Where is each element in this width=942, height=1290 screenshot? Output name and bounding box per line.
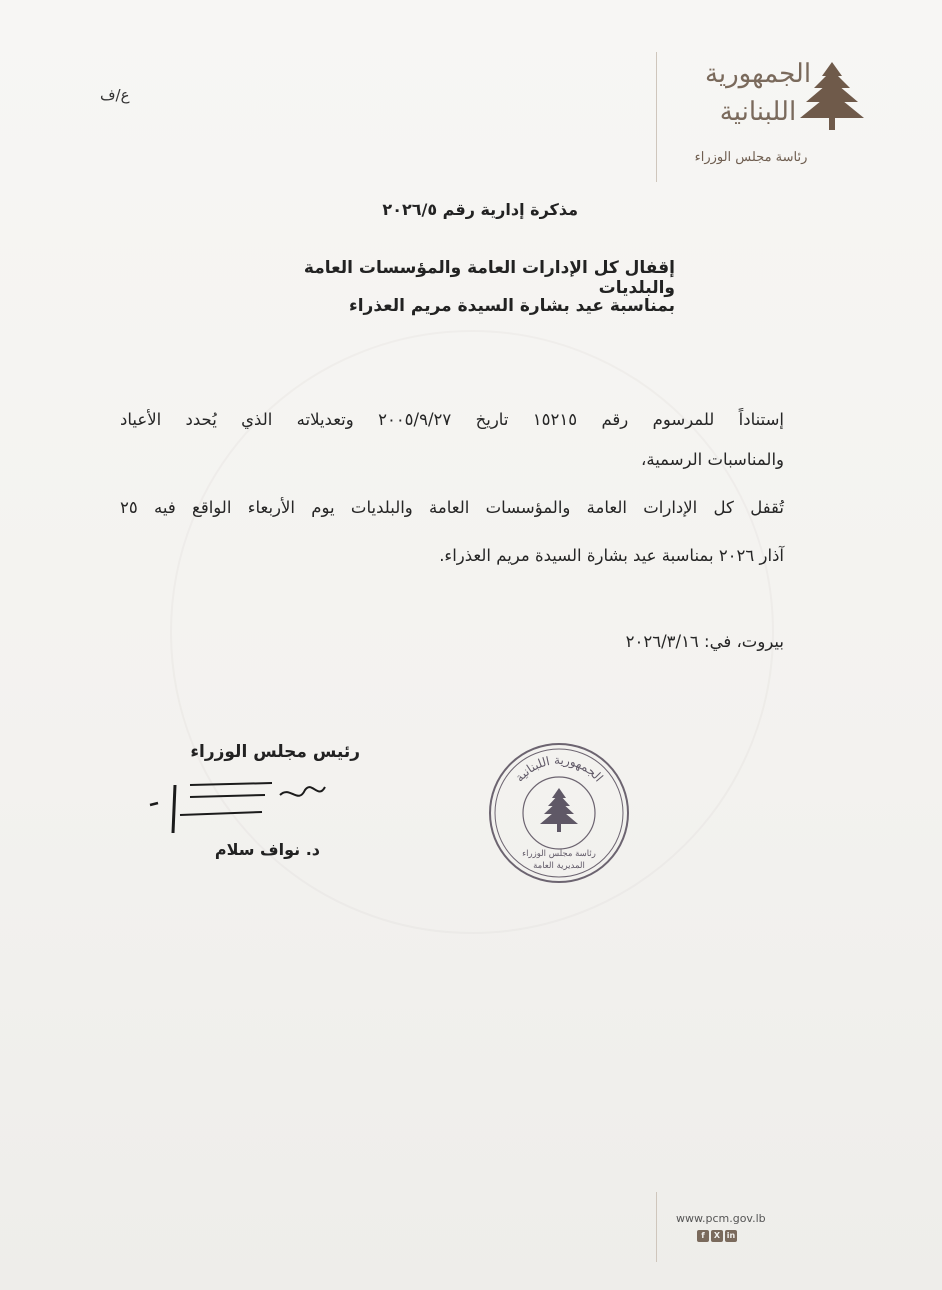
handwritten-signature [140,775,340,845]
body-paragraph-2-line-1: تُقفل كل الإدارات العامة والمؤسسات العامة والبلديات يوم الأربعاء الواقع فيه ٢٥ [120,498,784,517]
logo-line-1: الجمهورية [704,59,812,89]
seal-cedar-icon [540,788,578,832]
official-seal [488,742,630,884]
logo-line-2: اللبنانية [719,97,797,127]
seal-inner-text-2: المديرية العامة [533,861,585,871]
linkedin-icon[interactable]: in [726,1231,736,1240]
seal-outer-text: الجمهورية اللبنانية [512,752,606,785]
body-paragraph-1-line-1: إستناداً للمرسوم رقم ١٥٢١٥ تاريخ ٢٠٠٥/٩/٢٧ وتعديلاته الذي يُحدد الأعياد [120,410,784,429]
x-icon[interactable]: X [711,1230,723,1242]
body-paragraph-1-line-2: والمناسبات الرسمية، [641,450,784,469]
memo-title: مذكرة إدارية رقم ٢٠٢٦/٥ [382,200,578,219]
header-divider [656,52,657,182]
facebook-icon[interactable]: f [697,1230,709,1242]
footer-divider [656,1192,657,1262]
social-icons [697,1230,737,1242]
signatory-title: رئيس مجلس الوزراء [190,742,360,762]
signatory-name: د. نواف سلام [214,840,320,859]
body-paragraph-2-line-2: آذار ٢٠٢٦ بمناسبة عيد بشارة السيدة مريم العذراء. [439,546,784,565]
footer-website[interactable]: www.pcm.gov.lb [676,1212,766,1225]
republic-logo [676,50,876,140]
date-line: بيروت، في: ٢٠٢٦/٣/١٦ [625,632,784,651]
logo-subtitle: رئاسة مجلس الوزراء [694,150,808,165]
reference-code: ع/ف [100,86,130,104]
memo-subject-line-2: بمناسبة عيد بشارة السيدة مريم العذراء [349,296,675,316]
memo-subject-line-1: إقفال كل الإدارات العامة والمؤسسات العامة والبلديات [303,258,675,298]
seal-inner-text-1: رئاسة مجلس الوزراء [522,849,596,859]
